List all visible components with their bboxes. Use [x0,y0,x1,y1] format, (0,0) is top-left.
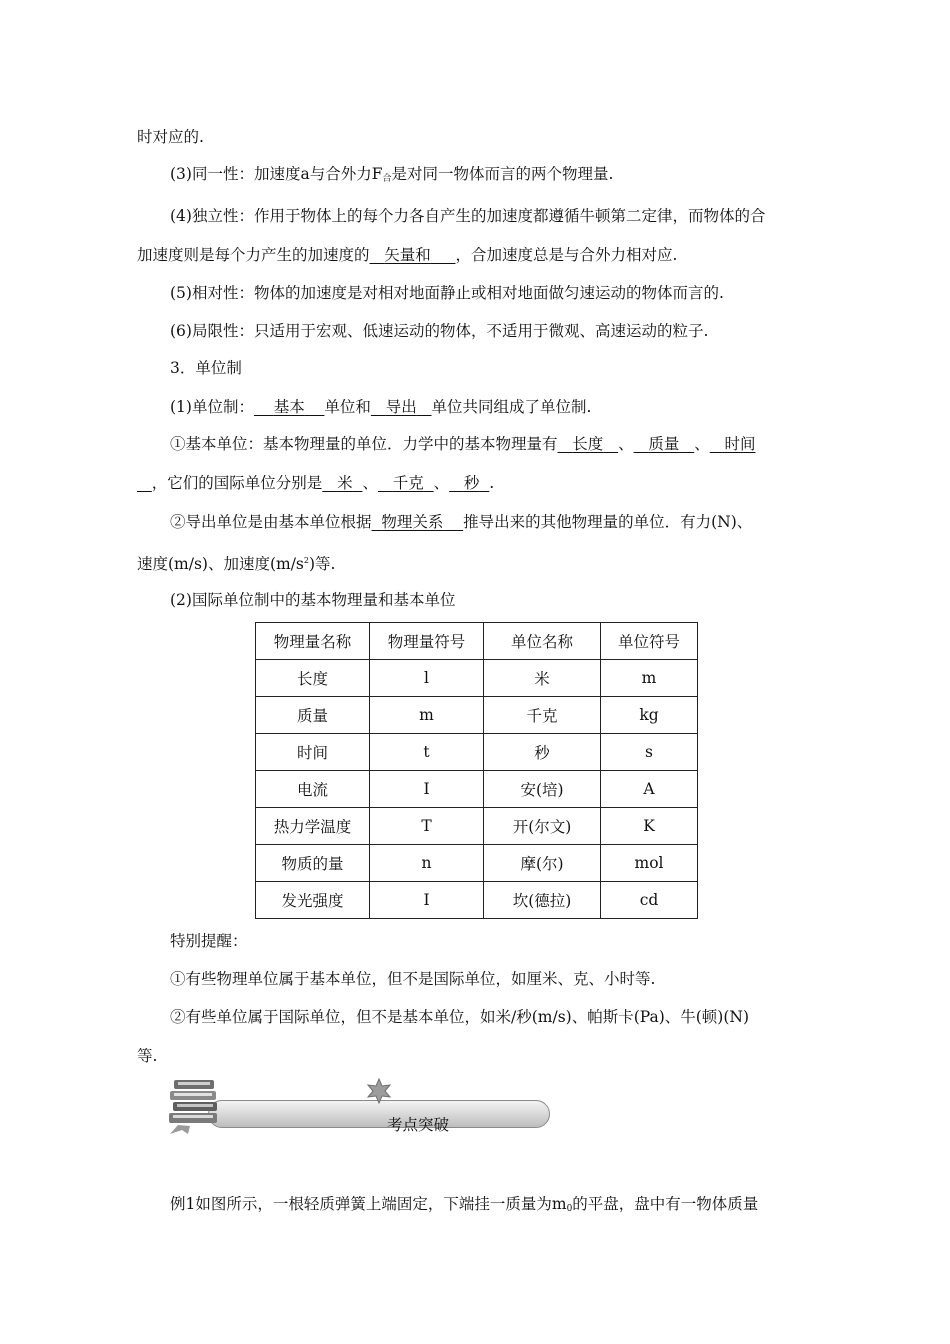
text: 是对同一物体而言的两个物理量. [391,165,614,183]
text: 单位共同组成了单位制. [431,398,592,416]
banner-bar [208,1100,550,1128]
column-header: 物理量名称 [256,623,370,660]
subscript: 合 [382,174,392,184]
table-cell: 米 [484,660,601,697]
table-cell: 电流 [256,771,370,808]
table-cell: 热力学温度 [256,808,370,845]
text-line: (5)相对性：物体的加速度是对相对地面静止或相对地面做匀速运动的物体而言的. [170,284,724,302]
paragraph-independence-line2 [137,244,677,266]
text: 速度(m/s)、加速度(m/s [137,555,304,573]
note-item: ②有些单位属于国际单位，但不是基本单位，如米/秒(m/s)、帕斯卡(Pa)、牛(顿)(N) [170,1008,750,1026]
text: )等. [308,555,336,573]
text: (1)单位制： [170,398,254,416]
paragraph-unit-system [170,396,591,418]
table-caption: (2)国际单位制中的基本物理量和基本单位 [170,591,456,609]
note-item: ①有些物理单位属于基本单位，但不是国际单位，如厘米、克、小时等. [170,970,656,988]
table-cell: l [370,660,484,697]
superscript: 2 [303,556,309,565]
text-line: (6)局限性：只适用于宏观、低速运动的物体，不适用于微观、高速运动的粒子. [170,322,709,340]
text: 的平盘，盘中有一物体质量 [572,1195,759,1213]
table-row [256,771,698,808]
text: ，它们的国际单位分别是 [151,474,323,492]
table-cell: m [370,697,484,734]
table-cell: 开(尔文) [484,808,601,845]
text-line: (4)独立性：作用于物体上的每个力各自产生的加速度都遵循牛顿第二定律，而物体的合 [170,207,766,225]
table-cell: 坎(德拉) [484,882,601,919]
books-icon [168,1078,228,1134]
table-cell: A [601,771,698,808]
column-header: 单位名称 [484,623,601,660]
table-cell: s [601,734,698,771]
note-title: 特别提醒： [170,932,248,950]
table-row [256,882,698,919]
table-cell: 安(培) [484,771,601,808]
table-cell: 千克 [484,697,601,734]
answer-blank: 米 [337,474,353,492]
answer-blank: 物理关系 [381,513,444,531]
table-cell: 时间 [256,734,370,771]
paragraph-derived-units-line2 [137,550,335,575]
answer-blank: 矢量和 [384,246,431,264]
table-cell: 质量 [256,697,370,734]
table-row [256,734,698,771]
table-cell: n [370,845,484,882]
table-cell: mol [601,845,698,882]
paragraph-consistency [170,163,613,190]
table-cell: 发光强度 [256,882,370,919]
table-cell: I [370,771,484,808]
paragraph-base-units-line2: ，它们的国际单位分别是 米 、 千克 、 秒 . [151,474,495,492]
table-row [256,697,698,734]
text: 推导出来的其他物理量的单位．有力(N)、 [463,513,753,531]
column-header: 物理量符号 [370,623,484,660]
table-row [256,808,698,845]
text: 单位和 [324,398,371,416]
text: ，合加速度总是与合外力相对应. [455,246,678,264]
table-row [256,845,698,882]
text: (3)同一性：加速度a与合外力F [170,165,383,183]
note-item-continuation: 等. [137,1047,158,1065]
text: 例1如图所示，一根轻质弹簧上端固定，下端挂一质量为m [170,1195,567,1213]
table-cell: 秒 [484,734,601,771]
text: ②导出单位是由基本单位根据 [170,513,372,531]
table-header-row [256,623,698,660]
example-text [170,1193,758,1220]
subscript: 0 [566,1204,573,1214]
table-row [256,660,698,697]
answer-blank: 长度 [572,435,604,453]
table-cell: cd [601,882,698,919]
answer-blank: 时间 [724,435,756,453]
table-cell: t [370,734,484,771]
text-line: 时对应的. [137,128,204,146]
text: ①基本单位：基本物理量的单位．力学中的基本物理量有 [170,435,558,453]
banner-label: 考点突破 [387,1116,450,1134]
table-cell: 摩(尔) [484,845,601,882]
table-cell: 物质的量 [256,845,370,882]
column-header: 单位符号 [601,623,698,660]
paragraph-derived-units [170,511,752,533]
si-units-table [255,622,698,919]
table-cell: m [601,660,698,697]
section-heading: 3．单位制 [170,359,242,377]
answer-blank: 秒 [463,474,480,492]
paragraph-base-units: ①基本单位：基本物理量的单位．力学中的基本物理量有 长度 、 质量 、 时间 [170,435,756,453]
table-cell: 长度 [256,660,370,697]
text: 加速度则是每个力产生的加速度的 [137,246,370,264]
answer-blank: 千克 [392,474,424,492]
leaf-icon [366,1078,392,1104]
answer-blank: 基本 [273,398,305,416]
table-cell: K [601,808,698,845]
answer-blank: 导出 [385,398,417,416]
table-cell: kg [601,697,698,734]
table-cell: T [370,808,484,845]
table-cell: I [370,882,484,919]
answer-blank: 质量 [648,435,680,453]
